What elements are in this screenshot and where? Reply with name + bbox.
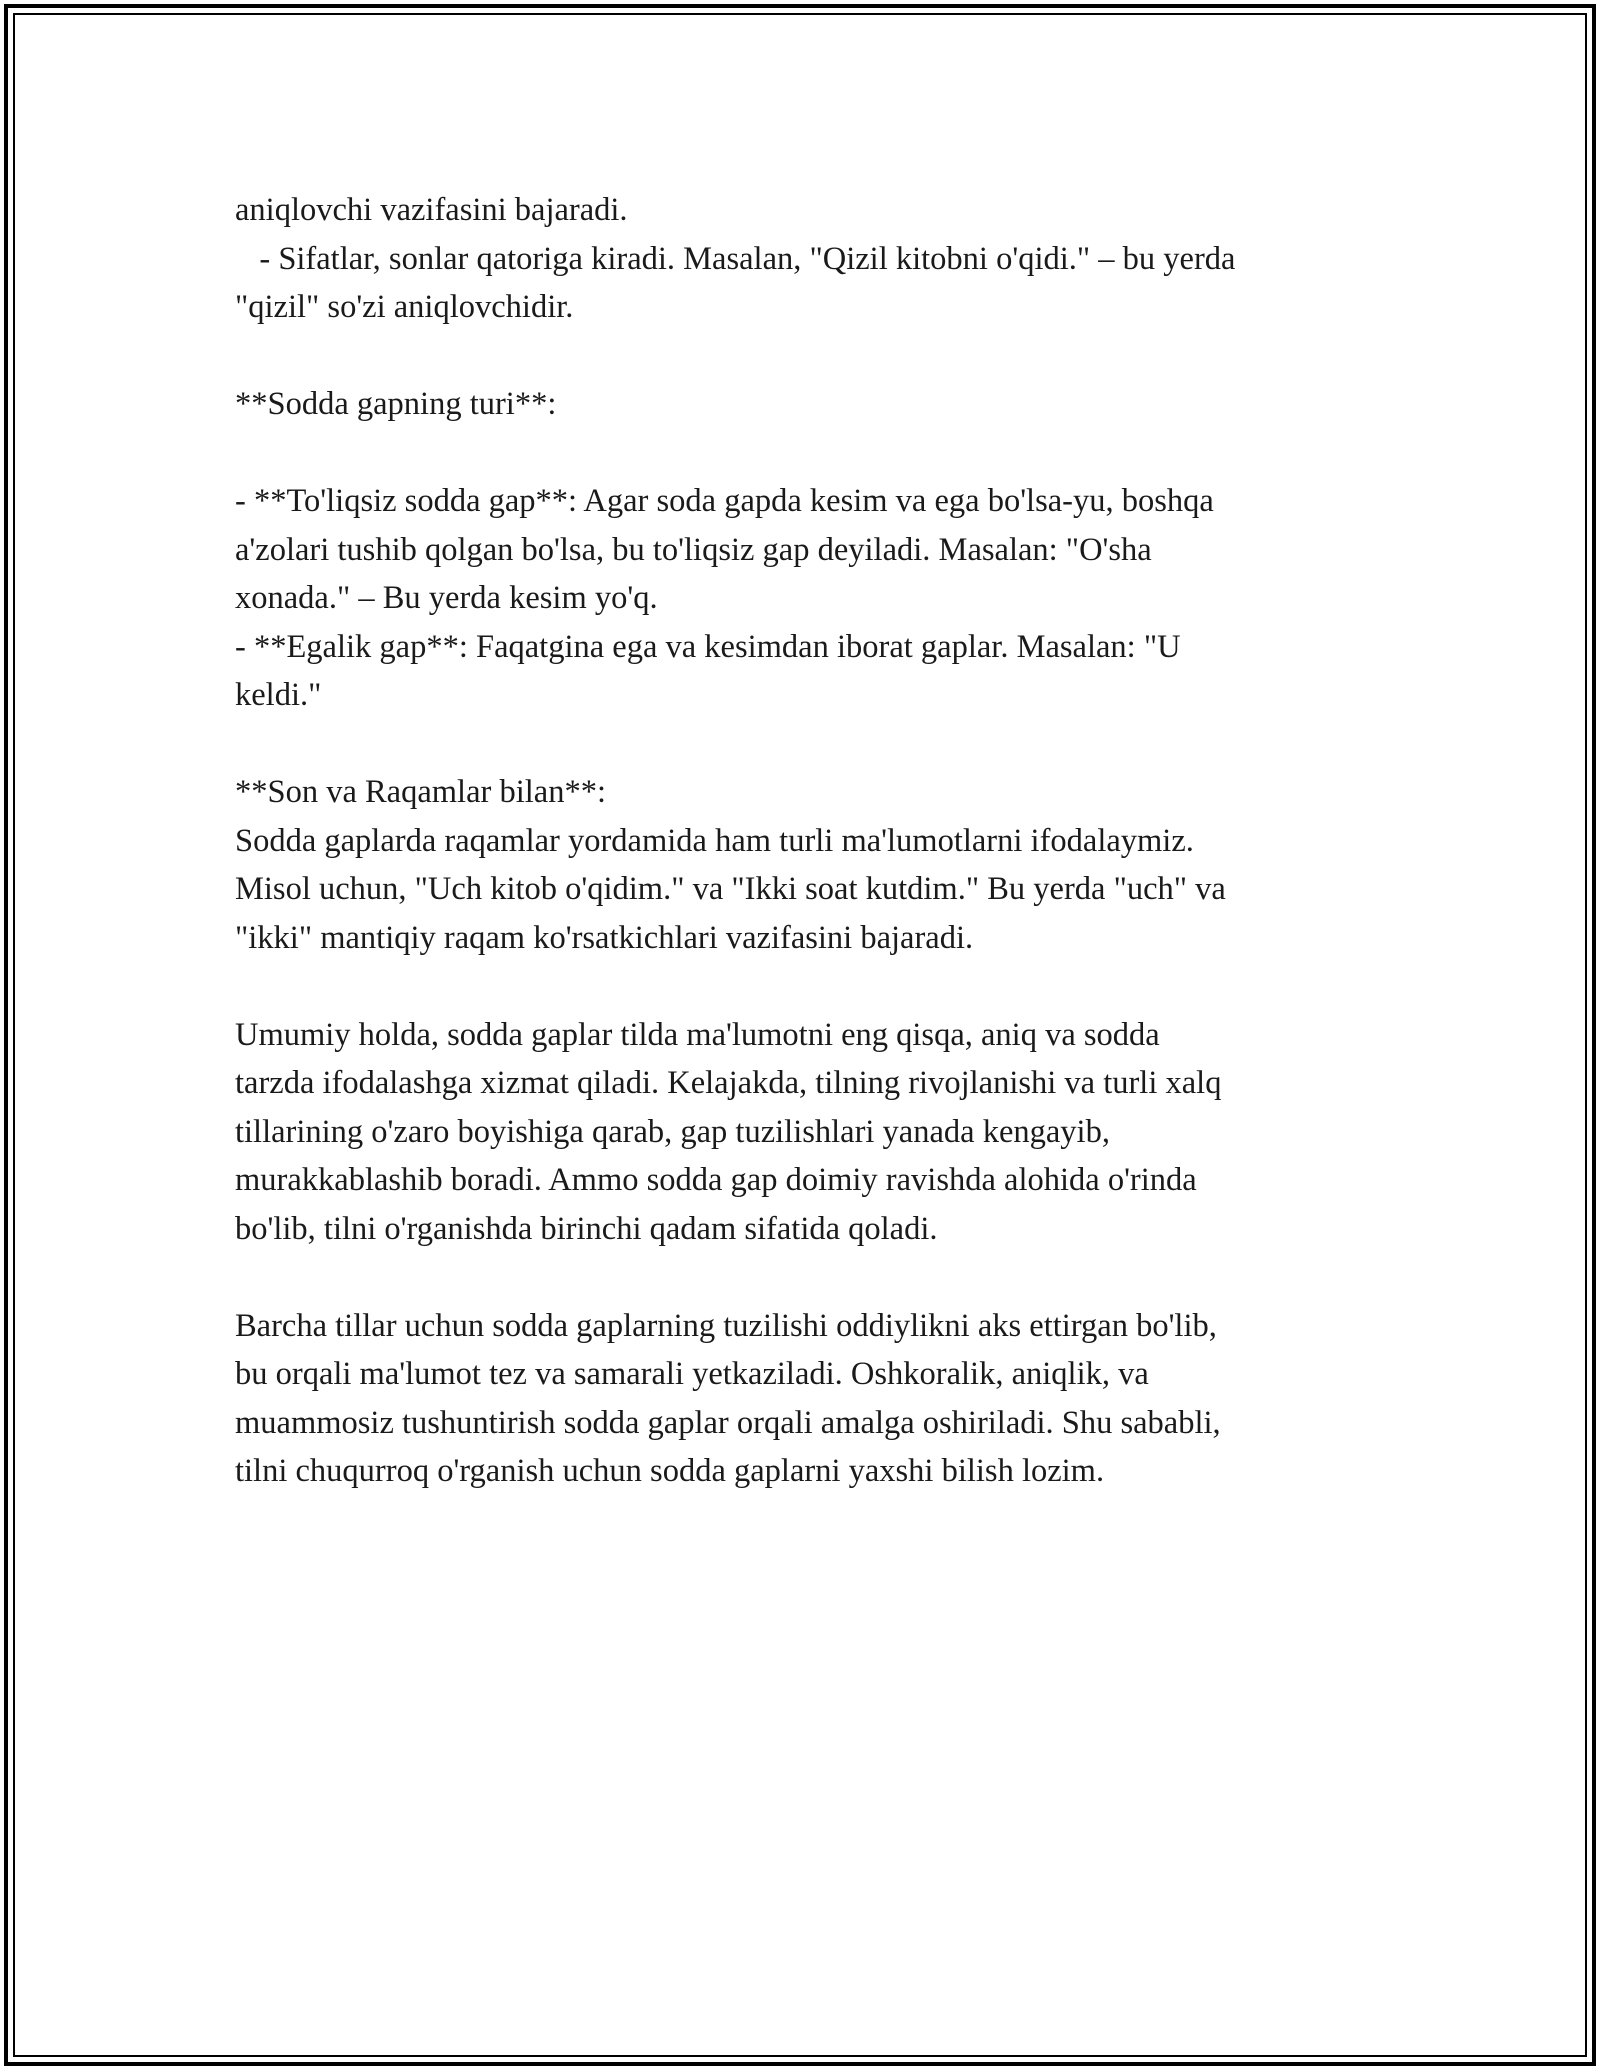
blank-line [235, 1253, 1395, 1302]
text-line: keldi." [235, 677, 322, 713]
text-line: aniqlovchi vazifasini bajaradi. [235, 192, 628, 228]
text-line: - **Egalik gap**: Faqatgina ega va kesimdan iborat gaplar. Masalan: "U [235, 628, 1181, 665]
document-body [235, 186, 1395, 1496]
text-line: Sodda gaplarda raqamlar yordamida ham turli ma'lumotlarni ifodalaymiz. [235, 822, 1194, 859]
text-line: bo'lib, tilni o'rganishda birinchi qadam sifatida qoladi. [235, 1210, 938, 1247]
text-line: tilni chuqurroq o'rganish uchun sodda gaplarni yaxshi bilish lozim. [235, 1453, 1105, 1489]
text-line: "ikki" mantiqiy raqam ko'rsatkichlari vazifasini bajaradi. [235, 919, 974, 956]
text-line: a'zolari tushib qolgan bo'lsa, bu to'liqsiz gap deyiladi. Masalan: "O'sha [235, 531, 1152, 568]
text-line: - **To'liqsiz sodda gap**: Agar soda gapda kesim va ega bo'lsa-yu, boshqa [235, 483, 1214, 519]
text-line: Misol uchun, "Uch kitob o'qidim." va "Ikki soat kutdim." Bu yerda "uch" va [235, 871, 1226, 907]
text-line: Barcha tillar uchun sodda gaplarning tuzilishi oddiylikni aks ettirgan bo'lib, [235, 1307, 1217, 1344]
text-line: - Sifatlar, sonlar qatoriga kiradi. Masalan, "Qizil kitobni o'qidi." – bu yerda [235, 240, 1236, 277]
text-line: tarzda ifodalashga xizmat qiladi. Kelajakda, tilning rivojlanishi va turli xalq [235, 1065, 1222, 1101]
text-line: xonada." – Bu yerda kesim yo'q. [235, 580, 658, 616]
section-heading: **Sodda gapning turi**: [235, 386, 557, 422]
blank-line [235, 720, 1395, 769]
blank-line [235, 332, 1395, 381]
text-line: muammosiz tushuntirish sodda gaplar orqali amalga oshiriladi. Shu sababli, [235, 1404, 1221, 1441]
section-heading: **Son va Raqamlar bilan**: [235, 774, 606, 810]
text-line: bu orqali ma'lumot tez va samarali yetkaziladi. Oshkoralik, aniqlik, va [235, 1356, 1149, 1392]
text-line: Umumiy holda, sodda gaplar tilda ma'lumotni eng qisqa, aniq va sodda [235, 1016, 1160, 1053]
text-line: murakkablashib boradi. Ammo sodda gap doimiy ravishda alohida o'rinda [235, 1162, 1197, 1198]
blank-line [235, 429, 1395, 478]
text-line: tillarining o'zaro boyishiga qarab, gap tuzilishlari yanada kengayib, [235, 1113, 1110, 1150]
blank-line [235, 962, 1395, 1011]
text-line: "qizil" so'zi aniqlovchidir. [235, 289, 574, 325]
